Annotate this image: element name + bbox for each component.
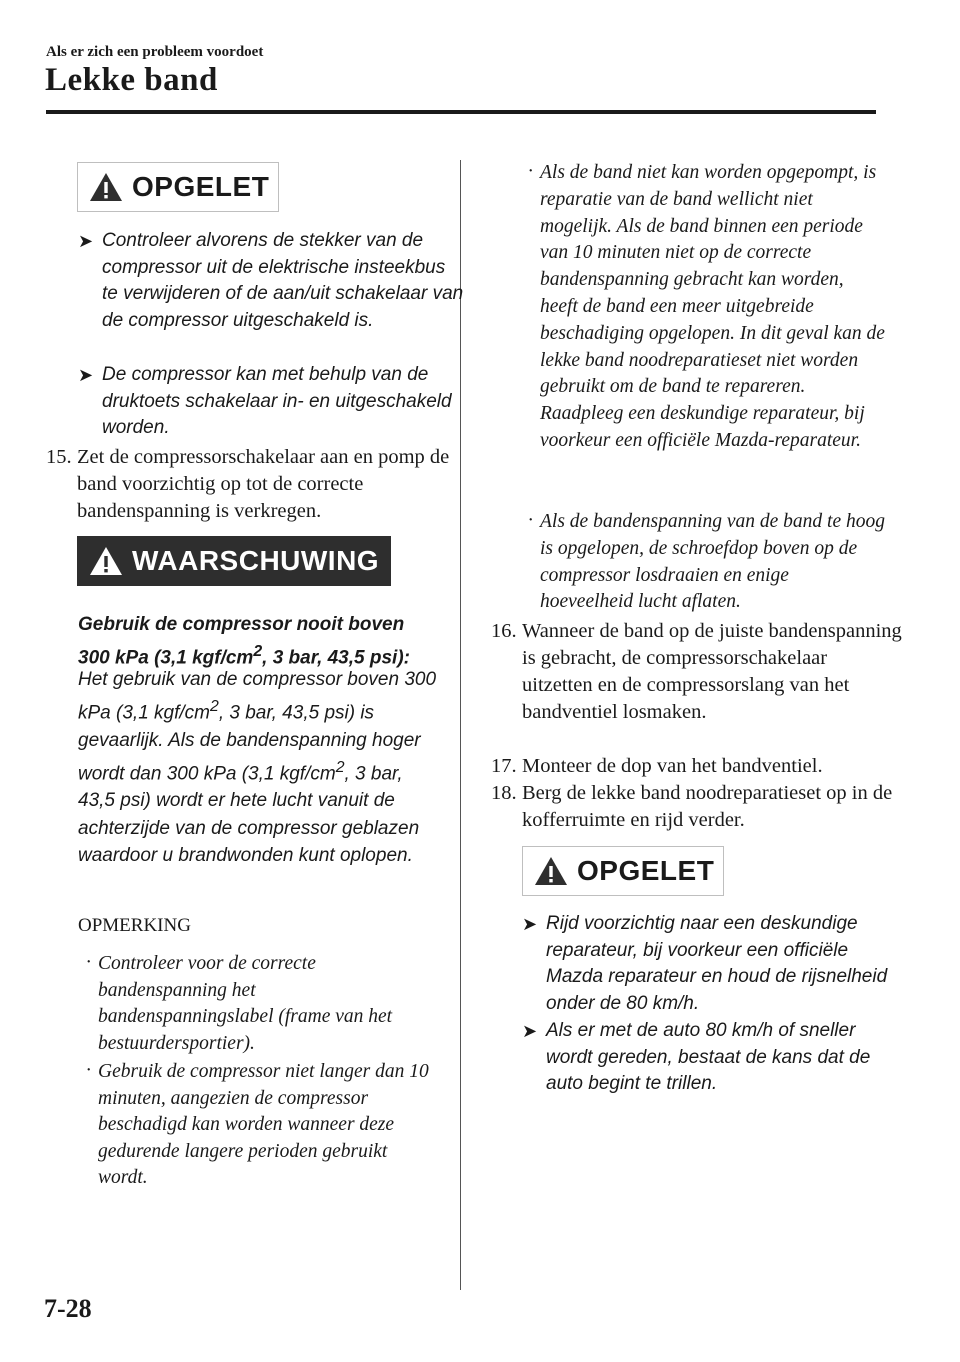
caution-label: OPGELET bbox=[132, 171, 270, 202]
arrowhead-bullet-icon: ➤ bbox=[78, 231, 94, 251]
arrowhead-bullet-icon: ➤ bbox=[522, 1021, 538, 1041]
caution-item: ➤ Controleer alvorens de stekker van de compressor uit de elektrische insteekbus te verwijderen of de aan/uit schakelaar van de compressor uitgeschakeld is. bbox=[78, 230, 464, 331]
warning-label: WAARSCHUWING bbox=[132, 545, 380, 576]
step-item: 18. Berg de lekke band noodreparatieset op in de kofferruimte en rijd verder. bbox=[491, 782, 893, 831]
caution-banner bbox=[522, 846, 724, 896]
warning-heading: Gebruik de compressor nooit boven 300 kPa (3,1 kgf/$cm^2$, 3 bar, 43,5 psi): bbox=[78, 614, 410, 669]
warning-triangle-icon bbox=[88, 545, 124, 577]
page-number: 7-28 bbox=[44, 1294, 92, 1323]
caution-item: ➤ Als er met de auto 80 km/h of sneller wordt gereden, bestaat de kans dat de auto begint te trillen. bbox=[522, 1020, 871, 1094]
arrowhead-bullet-icon: ➤ bbox=[78, 365, 94, 385]
step-item: 16. Wanneer de band op de juiste bandenspanning is gebracht, de compressorschakelaar uitzetten en de compressorslang van het bandventiel losmaken. bbox=[491, 620, 902, 723]
step-item: 17. Monteer de dop van het bandventiel. bbox=[491, 755, 823, 777]
note-item: · Als de bandenspanning van de band te hoog is opgelopen, de schroefdop boven op de compressor losdraaien en enige hoeveelheid lucht aflaten. bbox=[528, 510, 885, 613]
warning-triangle-icon bbox=[533, 855, 569, 887]
section-header: Als er zich een probleem voordoet bbox=[46, 44, 264, 60]
arrowhead-bullet-icon: ➤ bbox=[522, 914, 538, 934]
caution-item: ➤ Rijd voorzichtig naar een deskundige reparateur, bij voorkeur een officiële Mazda reparateur en houd de rijsnelheid onder de 80 km/h. bbox=[522, 913, 888, 1014]
note-item: · Controleer voor de correcte bandenspanning het bandenspanningslabel (frame van het bestuurdersportier). bbox=[86, 952, 393, 1054]
header-rule bbox=[46, 110, 876, 114]
caution-item: ➤ De compressor kan met behulp van de druktoets schakelaar in- en uitgeschakeld worden. bbox=[78, 364, 452, 438]
note-label: OPMERKING bbox=[78, 915, 191, 936]
page-title: Lekke band bbox=[45, 62, 218, 98]
warning-banner bbox=[77, 536, 391, 586]
caution-label: OPGELET bbox=[577, 855, 715, 886]
note-item: · Als de band niet kan worden opgepompt, is reparatie van de band wellicht niet mogelijk. Als de band binnen een periode van 10 minuten niet op de correcte bandenspanning gebracht kan worden, heeft de band een meer uitgebreide beschadiging opgelopen. In dit geval kan de lekke band noodreparatieset niet worden gebruikt om de band te repareren. Raadpleeg een deskundige reparateur, bij voorkeur een officiële Mazda-reparateur. bbox=[528, 161, 885, 451]
note-item: · Gebruik de compressor niet langer dan 10 minuten, aangezien de compressor beschadigd kan worden wanneer deze gedurende langere perioden gebruikt wordt. bbox=[86, 1060, 429, 1189]
caution-banner bbox=[77, 162, 279, 212]
warning-triangle-icon bbox=[88, 171, 124, 203]
warning-body: Het gebruik van de compressor boven 300 kPa (3,1 kgf/$cm^2$, 3 bar, 43,5 psi) is gevaarlijk. Als de bandenspanning hoger wordt dan 300 kPa (3,1 kgf/$cm^2$, 3 bar, 43,5 psi) wordt er hete lucht vanuit de achterzijde van de compressor geblazen waardoor u brandwonden kunt oplopen. bbox=[78, 669, 437, 866]
step-item: 15. Zet de compressorschakelaar aan en pomp de band voorzichtig op tot de correcte bandenspanning is verkregen. bbox=[46, 446, 450, 522]
